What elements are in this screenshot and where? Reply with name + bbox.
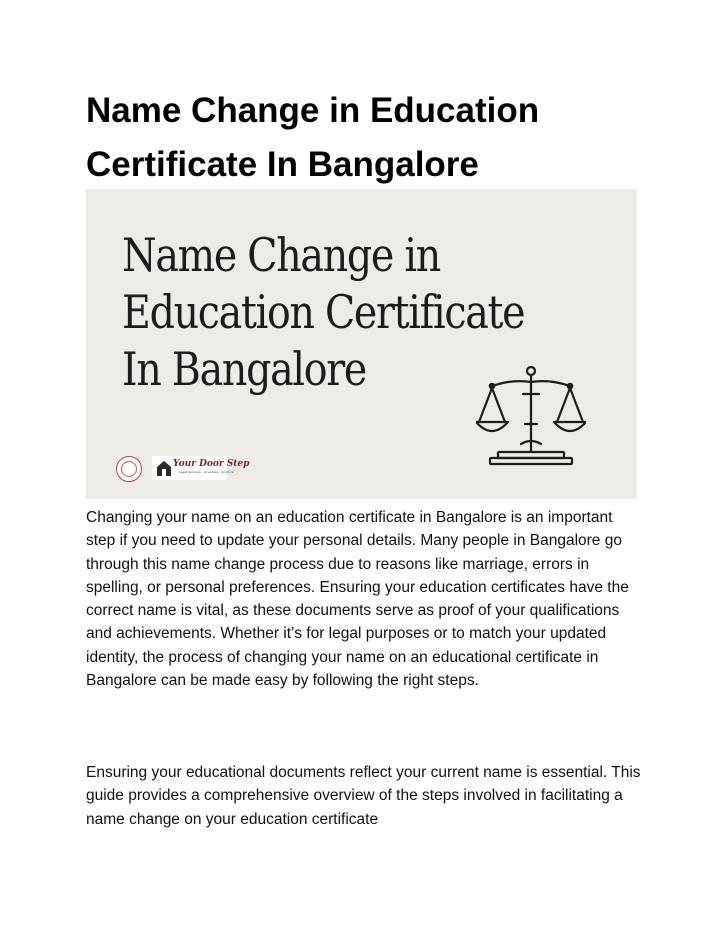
banner-image: [86, 189, 637, 499]
seal-logo-inner-ring: [121, 461, 137, 477]
seal-logo: [116, 456, 142, 482]
body-paragraph-2: Ensuring your educational documents reflect your current name is essential. This guide provides a comprehensive overview of the steps involved in facilitating a name change on your education certificate: [86, 764, 641, 828]
brand-name: Your Door Step: [173, 459, 250, 469]
scales-of-justice-icon: [476, 364, 586, 469]
banner-heading: [122, 227, 524, 398]
banner-heading-line-1: Name Change in: [122, 228, 440, 282]
brand-logo: [152, 456, 250, 480]
page-title: Name Change in Education Certificate In Bangalore: [86, 91, 540, 184]
brand-tagline: Legal Services · Anywhere · Anytime: [179, 470, 234, 474]
banner-heading-line-3: In Bangalore: [122, 342, 367, 396]
house-icon: [156, 459, 172, 477]
banner-heading-line-2: Education Certificate: [122, 285, 525, 339]
body-paragraph-1: Changing your name on an education certificate in Bangalore is an important step if you need to update your personal details. Many people in Bangalore go through this name change process due to reasons like marriage, errors in spelling, or personal preferences. Ensuring your education certificates have the correct name is vital, as these documents serve as proof of your qualifications and achievements. Whether it’s for legal purposes or to match your updated identity, the process of changing your name on an educational certificate in Bangalore can be made easy by following the right steps.: [86, 509, 629, 690]
